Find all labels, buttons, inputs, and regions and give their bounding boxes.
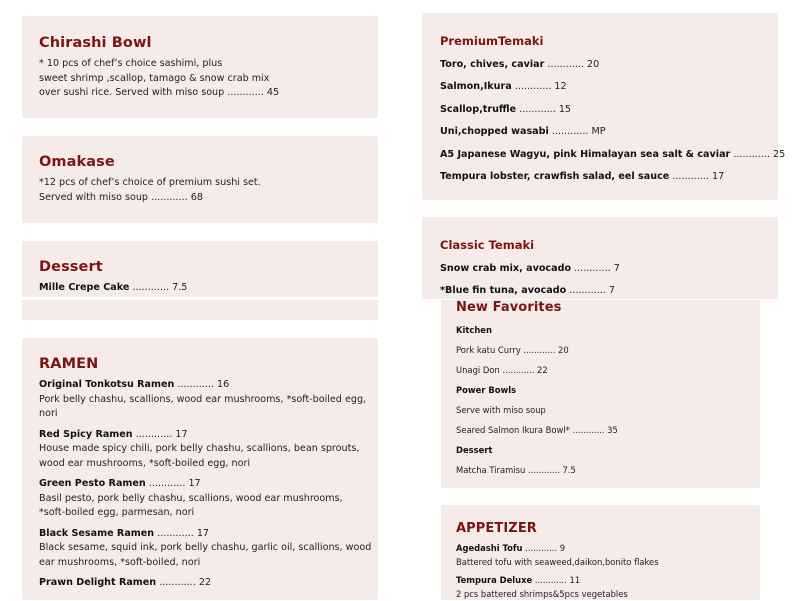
section-title: Classic Temaki [440, 238, 534, 252]
menu-item: Seared Salmon Ikura Bowl* ............ 35 [456, 420, 618, 440]
premium-temaki-list [440, 54, 785, 188]
item-price: ............ 12 [512, 81, 567, 92]
item-name: Red Spicy Ramen [39, 429, 133, 440]
item-price: ............ 20 [544, 59, 599, 70]
item-price: ............ 17 [133, 429, 188, 440]
description-line: over sushi rice. Served with miso soup ............ 45 [39, 86, 279, 101]
description-line: sweet shrimp ,scallop, tamago & snow crab mix [39, 72, 279, 87]
menu-item [440, 258, 620, 280]
section-title: RAMEN [39, 356, 98, 372]
section-title: Chirashi Bowl [39, 35, 152, 51]
menu-item: Unagi Don ............ 22 [456, 360, 618, 380]
item-description: nori [39, 407, 371, 422]
section-title: PremiumTemaki [440, 34, 543, 48]
section-title: APPETIZER [456, 521, 537, 536]
menu-item [456, 574, 659, 601]
menu-item [39, 428, 371, 472]
section-title: Dessert [39, 259, 103, 275]
item-description: wood ear mushrooms, *soft-boiled egg, nori [39, 457, 371, 472]
classic-temaki-list [440, 258, 620, 303]
item-price: ............ 7 [571, 263, 620, 274]
new-favorites-list [456, 320, 618, 480]
item-name: *Blue fin tuna, avocado [440, 285, 566, 296]
subsection-heading: Kitchen [456, 320, 618, 340]
item-price: ............ 7.5 [129, 282, 187, 293]
item-name: Snow crab mix, avocado [440, 263, 571, 274]
item-name: Prawn Delight Ramen [39, 577, 156, 588]
menu-item [39, 477, 371, 521]
appetizer-section [441, 505, 760, 600]
item-description: Battered tofu with seaweed,daikon,bonito flakes [456, 556, 659, 570]
item-name: A5 Japanese Wagyu, pink Himalayan sea salt & caviar [440, 149, 730, 160]
item-name: Agedashi Tofu [456, 543, 523, 553]
item-description: Black sesame, squid ink, pork belly chashu, garlic oil, scallions, wood [39, 541, 371, 556]
subsection-heading: Power Bowls [456, 380, 618, 400]
item-name: Salmon,Ikura [440, 81, 512, 92]
item-name: Green Pesto Ramen [39, 478, 146, 489]
item-price: ............ 22 [156, 577, 211, 588]
menu-item [39, 576, 371, 591]
chirashi-bowl-section [22, 16, 378, 118]
menu-item [440, 76, 785, 98]
menu-item [39, 527, 371, 571]
item-name: Toro, chives, caviar [440, 59, 544, 70]
menu-item [440, 166, 785, 188]
item-price: ............ 17 [669, 171, 724, 182]
description-line: Served with miso soup ............ 68 [39, 191, 261, 206]
item-description: *soft-boiled egg, parmesan, nori [39, 506, 371, 521]
item-price: ............ 9 [523, 543, 566, 553]
item-name: Tempura Deluxe [456, 575, 532, 585]
menu-item [39, 281, 187, 296]
menu-item [440, 99, 785, 121]
dessert-section [22, 241, 378, 297]
item-price: ............ 25 [730, 149, 785, 160]
ramen-list [39, 378, 371, 591]
premium-temaki-section [422, 13, 778, 200]
item-description: Basil pesto, pork belly chashu, scallions, wood ear mushrooms, [39, 492, 371, 507]
new-favorites-section [441, 300, 760, 488]
section-description [39, 57, 279, 101]
item-price: ............ 17 [146, 478, 201, 489]
item-name: Black Sesame Ramen [39, 528, 154, 539]
menu-item: Pork katu Curry ............ 20 [456, 340, 618, 360]
item-description: 2 pcs battered shrimps&5pcs vegetables [456, 588, 659, 601]
item-price: ............ 16 [174, 379, 229, 390]
classic-temaki-section [422, 217, 778, 299]
menu-item [440, 144, 785, 166]
omakase-section [22, 136, 378, 223]
menu-item [39, 378, 371, 422]
item-description: ear mushrooms, *soft-boiled, nori [39, 556, 371, 571]
menu-item [440, 121, 785, 143]
menu-item: Serve with miso soup [456, 400, 618, 420]
item-price: ............ 11 [532, 575, 580, 585]
item-description: Pork belly chashu, scallions, wood ear mushrooms, *soft-boiled egg, [39, 393, 371, 408]
appetizer-list [456, 542, 659, 601]
item-name: Uni,chopped wasabi [440, 126, 549, 137]
item-description: House made spicy chili, pork belly chashu, scallions, bean sprouts, [39, 442, 371, 457]
item-price: ............ 17 [154, 528, 209, 539]
section-title: New Favorites [456, 300, 561, 315]
ramen-section [22, 338, 378, 600]
section-description [39, 176, 261, 205]
item-name: Tempura lobster, crawfish salad, eel sauce [440, 171, 669, 182]
section-title: Omakase [39, 154, 115, 170]
dessert-section-footer [22, 300, 378, 320]
description-line: * 10 pcs of chef’s choice sashimi, plus [39, 57, 279, 72]
item-name: Original Tonkotsu Ramen [39, 379, 174, 390]
item-price: ............ 15 [516, 104, 571, 115]
item-name: Scallop,truffle [440, 104, 516, 115]
menu-item: Matcha Tiramisu ............ 7.5 [456, 460, 618, 480]
item-name: Mille Crepe Cake [39, 282, 129, 293]
subsection-heading: Dessert [456, 440, 618, 460]
menu-item [456, 542, 659, 569]
description-line: *12 pcs of chef’s choice of premium sushi set. [39, 176, 261, 191]
item-price: ............ 7 [566, 285, 615, 296]
item-price: ............ MP [549, 126, 606, 137]
menu-item [440, 54, 785, 76]
